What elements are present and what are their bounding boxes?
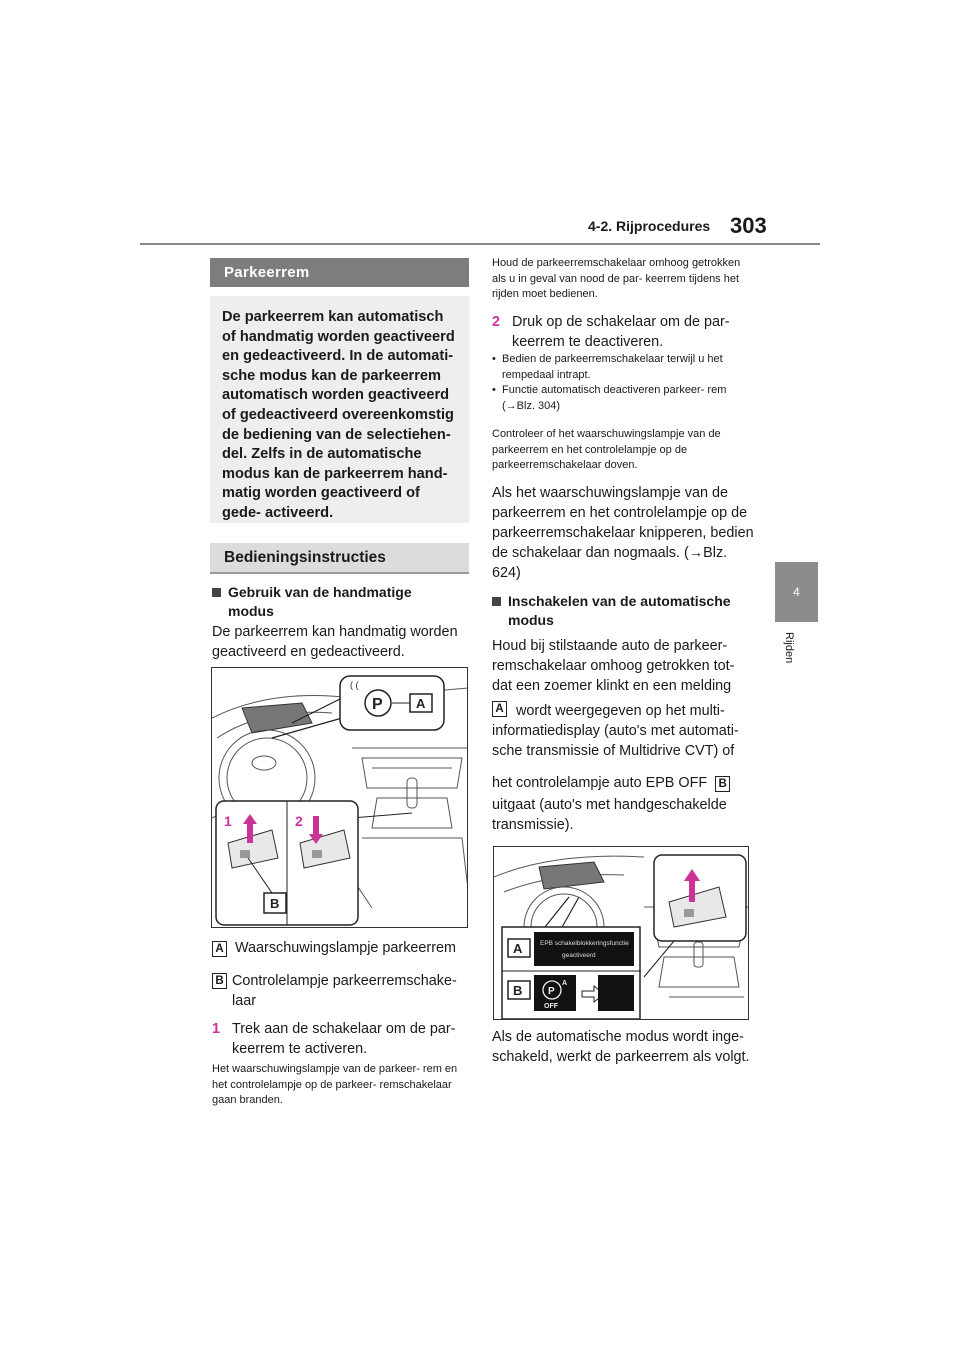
auto-mode-illustration: [494, 847, 749, 1020]
step-1-label: 1: [224, 813, 232, 829]
parking-p-icon: P: [372, 696, 383, 713]
auto-mode-text-3: het controlelampje auto EPB OFF B: [492, 773, 754, 793]
page-number: 303: [730, 213, 767, 238]
svg-text:P: P: [548, 986, 555, 997]
check-note: Controleer of het waarschuwingslampje van de parkeerrem en het controlelampje op de parkeerremschakelaar doven.: [492, 428, 721, 471]
figure-label-a: A: [416, 696, 426, 711]
legend-b: B Controlelampje parkeerremschake- laar: [212, 971, 474, 1011]
legend-b-key: B: [212, 973, 227, 989]
legend-a-key: A: [212, 941, 227, 957]
figure-label-a: A: [513, 941, 523, 956]
subsection-title-bar: [210, 543, 469, 574]
intro-text: De parkeerrem kan automatisch of handmatig worden geactiveerd en gedeactiveerd. In de automati- sche modus kan de parkeerrem automatisch worden geactiveerd of gedeactiveerd overeenkomstig de bediening van de selectiehen- del. Zelfs in de automatische modus kan de parkeerrem hand- matig worden geactiveerd of gede- activeerd.: [222, 309, 455, 521]
section-label: 4-2. Rijprocedures: [588, 218, 711, 234]
manual-mode-text: De parkeerrem kan handmatig worden geactiveerd en gedeactiveerd.: [212, 624, 458, 660]
parking-brake-figure: [211, 667, 468, 928]
heading-square-icon: [212, 588, 221, 597]
epb-icon-a: A: [562, 980, 568, 987]
svg-text:( (: ( (: [350, 680, 359, 690]
step-2-label: 2: [295, 813, 303, 829]
manual-mode-heading: Gebruik van de handmatige modus: [212, 583, 472, 621]
subsection-title: Bedieningsinstructies: [224, 548, 386, 566]
auto-key-b: B: [715, 776, 730, 792]
intro-box: [210, 296, 469, 523]
step-2-bullets: [492, 352, 744, 414]
chapter-tab: [775, 562, 818, 622]
bullet-item: • Bedien de parkeerremschakelaar terwijl u het rempedaal intrapt.: [492, 352, 744, 383]
auto-key-a: A: [492, 701, 507, 717]
auto-mode-text-2: A wordt weergegeven op het multi- informatiedisplay (auto's met automati- sche transmissie of Multidrive CVT) of: [492, 703, 739, 759]
step-2: 2 Druk op de schakelaar om de par- keerrem te deactiveren.: [492, 314, 730, 350]
figure-label-b: B: [513, 983, 523, 998]
emergency-note: Houd de parkeerremschakelaar omhoog getrokken als u in geval van nood de par- keerrem tijdens het rijden moet bedienen.: [492, 257, 741, 300]
step-2-number: 2: [492, 314, 501, 330]
step-1-note: Het waarschuwingslampje van de parkeer- rem en het controlelampje op de parkeer- remschakelaar gaan branden.: [212, 1063, 458, 1106]
chapter-number: 4: [793, 585, 800, 599]
auto-mode-heading: Inschakelen van de automatische modus: [492, 592, 754, 630]
display-message-line-2: geactiveerd: [562, 952, 596, 959]
chapter-name: Rijden: [783, 632, 795, 664]
step-1: 1 Trek aan de schakelaar om de par- keerrem te activeren.: [212, 1021, 456, 1057]
step-1-number: 1: [212, 1021, 221, 1037]
section-title: Parkeerrem: [224, 264, 310, 281]
bullet-item: • Functie automatisch deactiveren parkeer- rem (→Blz. 304): [492, 383, 744, 414]
legend-a: A Waarschuwingslampje parkeerrem: [212, 938, 474, 958]
heading-square-icon: [492, 597, 501, 606]
epb-icon-off: OFF: [544, 1003, 558, 1010]
section-title-bar: [210, 258, 469, 287]
auto-mode-text-1: Houd bij stilstaande auto de parkeer- remschakelaar omhoog getrokken tot- dat een zoemer klinkt en een melding: [492, 638, 735, 694]
final-text: Als de automatische modus wordt inge- schakeld, werkt de parkeerrem als volgt.: [492, 1029, 750, 1065]
auto-mode-figure: [493, 846, 749, 1020]
blink-instructions: Als het waarschuwingslampje van de parkeerrem en het controlelampje op de parkeerremschakelaar knipperen, bedien de schakelaar dan nogmaals. (→Blz. 624): [492, 485, 754, 581]
display-message-line-1: EPB schakelblokkeringsfunctie: [540, 940, 629, 947]
figure-label-b: B: [270, 896, 280, 911]
header-rule: [140, 243, 820, 245]
cockpit-illustration: [212, 668, 468, 928]
auto-mode-text-4: uitgaat (auto's met handgeschakelde transmissie).: [492, 797, 727, 833]
